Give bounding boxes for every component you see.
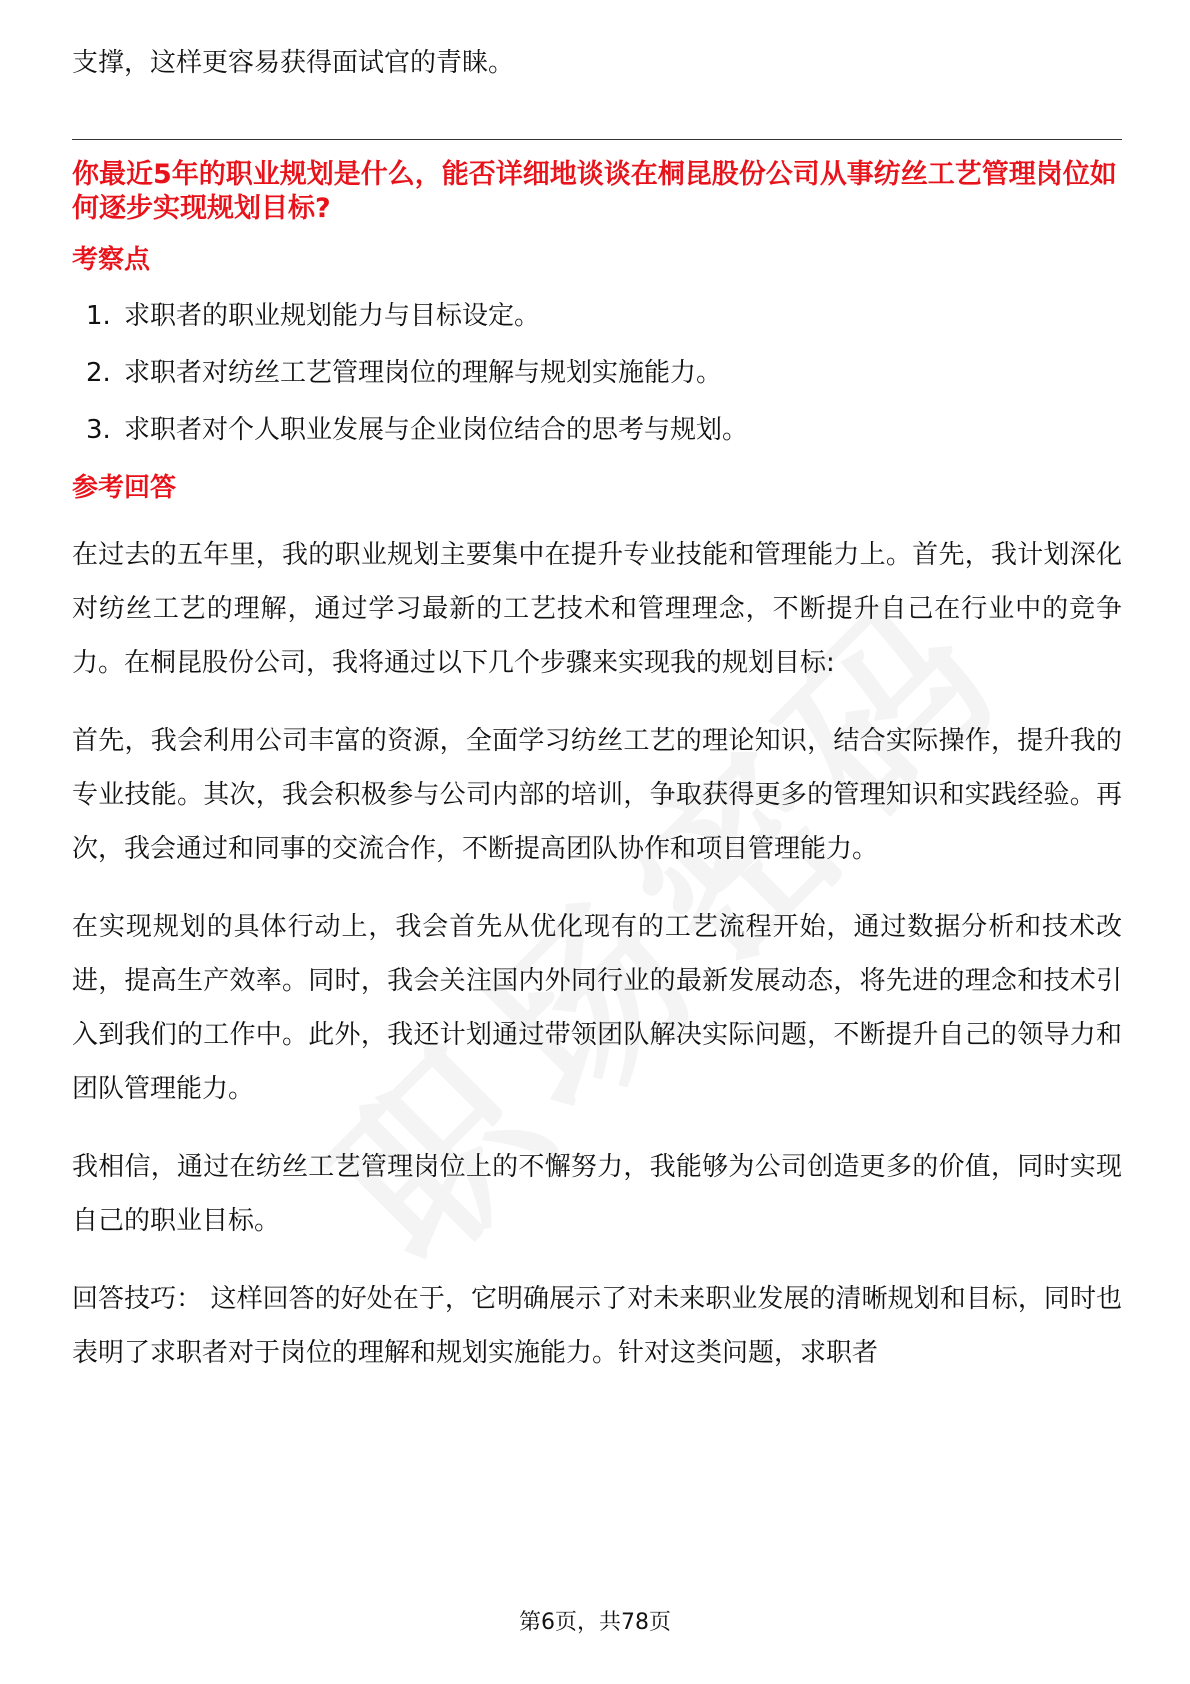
answer-paragraph: 在过去的五年里，我的职业规划主要集中在提升专业技能和管理能力上。首先，我计划深化对纺丝工艺的理解，通过学习最新的工艺技术和管理理念，不断提升自己在行业中的竞争力。在桐昆股份公司，我将通过以下几个步骤来实现我的规划目标: [72,540,1122,678]
list-text: 求职者的职业规划能力与目标设定。 [124,301,541,331]
answer-tip-paragraph: 回答技巧： 这样回答的好处在于，它明确展示了对未来职业发展的清晰规划和目标，同时也表明了求职者对于岗位的理解和规划实施能力。针对这类问题，求职者 [72,1284,1122,1368]
answer-paragraph: 首先，我会利用公司丰富的资源，全面学习纺丝工艺的理论知识，结合实际操作，提升我的专业技能。其次，我会积极参与公司内部的培训，争取获得更多的管理知识和实践经验。再次，我会通过和同事的交流合作，不断提高团队协作和项目管理能力。 [72,726,1122,864]
list-number: 1. [86,301,111,331]
divider-line [72,139,1122,140]
continued-text: 支撑，这样更容易获得面试官的青睐。 [72,48,515,78]
list-number: 2. [86,358,111,388]
list-item [72,355,1122,391]
list-number: 3. [86,415,111,445]
page-content [72,40,1122,1380]
answer-paragraph: 在实现规划的具体行动上，我会首先从优化现有的工艺流程开始，通过数据分析和技术改进，提高生产效率。同时，我会关注国内外同行业的最新发展动态，将先进的理念和技术引入到我们的工作中。此外，我还计划通过带领团队解决实际问题，不断提升自己的领导力和团队管理能力。 [72,912,1122,1104]
answer-paragraph: 我相信，通过在纺丝工艺管理岗位上的不懈努力，我能够为公司创造更多的价值，同时实现自己的职业目标。 [72,1152,1122,1236]
list-item [72,412,1122,448]
list-item [72,298,1122,334]
question-heading: 你最近5年的职业规划是什么，能否详细地谈谈在桐昆股份公司从事纺丝工艺管理岗位如何逐步实现规划目标? [72,159,1117,224]
list-text: 求职者对纺丝工艺管理岗位的理解与规划实施能力。 [124,358,723,388]
list-text: 求职者对个人职业发展与企业岗位结合的思考与规划。 [124,415,749,445]
page-number: 第6页，共78页 [519,1610,671,1635]
section-title-answer: 参考回答 [72,473,177,503]
points-list [72,298,1122,448]
section-title-points: 考察点 [72,245,151,275]
